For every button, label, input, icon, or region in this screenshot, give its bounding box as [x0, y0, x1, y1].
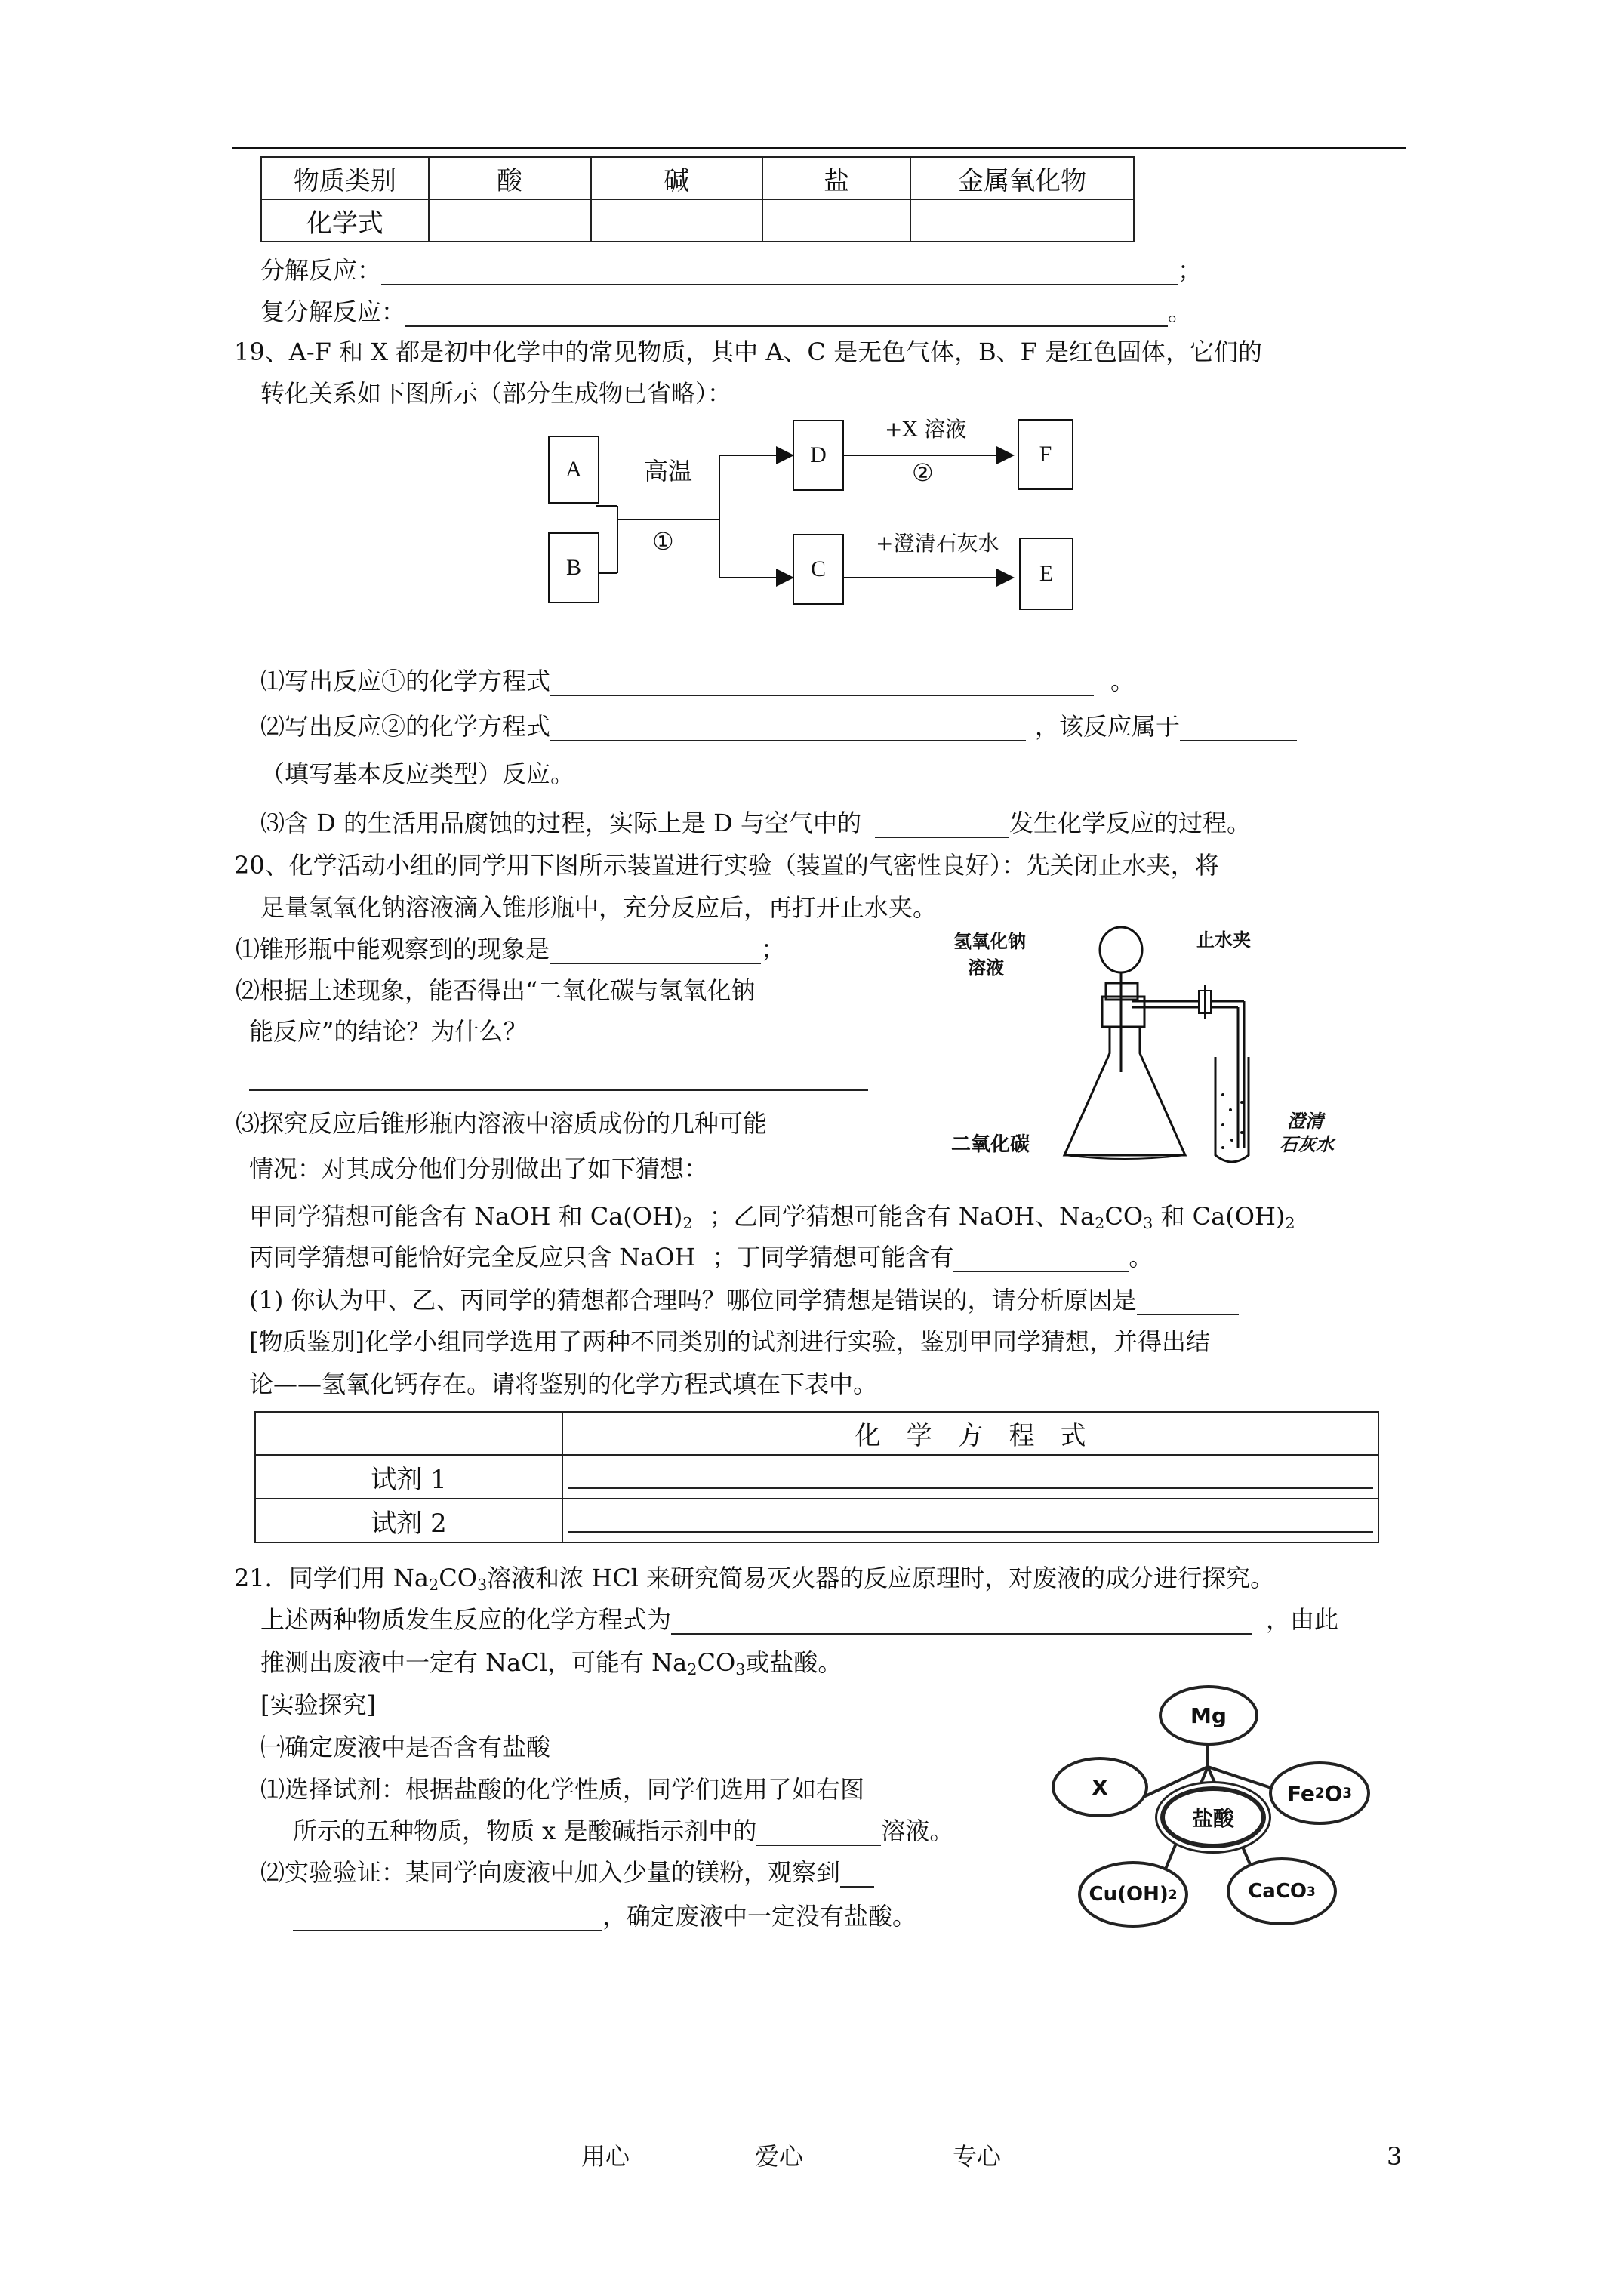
reaction-type-blank[interactable] — [1180, 717, 1297, 741]
limewater-label-1: 澄清 — [1287, 1111, 1323, 1132]
punct: 。 — [1168, 297, 1193, 326]
naoh-label: 氢氧化钠 — [953, 931, 1026, 952]
identification-2: 论——氢氧化钙存在。请将鉴别的化学方程式填在下表中。 — [249, 1370, 878, 1398]
q20-intro-2: 足量氢氧化钠溶液滴入锥形瓶中，充分反应后，再打开止水夹。 — [260, 893, 938, 922]
q21-line-2 — [260, 1604, 1338, 1635]
q21-indicator-end: 溶液。 — [881, 1817, 954, 1845]
q20-question-1-text: (1) 你认为甲、乙、丙同学的猜想都合理吗？哪位同学猜想是错误的，请分析原因是 — [249, 1286, 1137, 1314]
node-b: B — [548, 532, 599, 603]
q21-infer: 推测出废液中一定有 NaCl，可能有 Na — [260, 1648, 688, 1677]
table-cell[interactable] — [762, 199, 910, 242]
table-cell[interactable] — [429, 199, 591, 242]
q19-part-3-text: ⑶含 D 的生活用品腐蚀的过程，实际上是 D 与空气中的 — [260, 809, 862, 837]
table-row-label: 化学式 — [261, 199, 429, 242]
punct: 。 — [1129, 1243, 1153, 1271]
q21-line-1: 21．同学们用 $Na_2CO_3$溶液和浓 HCl 来研究简易灭火器的反应原理时，对废液的成分进行探究。 — [234, 1564, 1275, 1595]
q20-s2a: ⑵根据上述现象，能否得出“二氧化碳与氢氧化钠 — [236, 976, 756, 1005]
guess-line-1: 甲同学猜想可能含有 NaOH 和 $Ca(OH)_2$ ；乙同学猜想可能含有 NaOH、$Na_2CO_3$ 和 $Ca(OH)_2$ — [249, 1202, 1295, 1233]
air-component-blank[interactable] — [875, 814, 1009, 838]
reagent-2-equation[interactable] — [562, 1499, 1378, 1542]
limewater-label: +澄清石灰水 — [876, 531, 999, 556]
q19-part-1 — [260, 666, 1135, 696]
mg-node: Mg — [1159, 1685, 1258, 1746]
q19-part-2-mid: ，该反应属于 — [1035, 712, 1181, 741]
limewater-label-2: 石灰水 — [1280, 1134, 1334, 1155]
reaction-1-mark: ① — [652, 527, 674, 556]
q19-part-1-text: ⑴写出反应①的化学方程式 — [260, 667, 551, 695]
guess-bing: 丙同学猜想可能恰好完全反应只含 NaOH — [249, 1243, 696, 1271]
q19-intro-2: 转化关系如下图所示（部分生成物已省略）： — [260, 379, 732, 408]
q21-select-reagents: ⑴选择试剂：根据盐酸的化学性质，同学们选用了如右图 — [260, 1775, 865, 1804]
q20-s3b: 情况：对其成分他们分别做出了如下猜想： — [249, 1154, 709, 1183]
double-decomposition-label: 复分解反应： — [260, 297, 406, 326]
equation-2-blank[interactable] — [550, 717, 1026, 741]
q20-s3: ⑶探究反应后锥形瓶内溶液中溶质成份的几种可能 — [236, 1109, 768, 1138]
caco3-text: CaCO — [1248, 1880, 1307, 1903]
x-node: X — [1052, 1757, 1148, 1817]
q19-part-2 — [260, 711, 1297, 741]
solution-label: 溶液 — [968, 957, 1004, 978]
caco3-node: CaCO 3 — [1227, 1857, 1337, 1925]
q21-equation-text: 上述两种物质发生反应的化学方程式为 — [260, 1605, 672, 1634]
q19-part-3 — [260, 808, 1251, 838]
q21-experiment-heading: [实验探究] — [260, 1690, 376, 1719]
q21-verify-line — [260, 1857, 874, 1888]
q19-intro-1: 19、A-F 和 X 都是初中化学中的常见物质，其中 A、C 是无色气体，B、F 是红色固体，它们的 — [234, 337, 1262, 366]
q21-infer-co: CO — [697, 1648, 736, 1677]
cuoh2-text: Cu(OH) — [1089, 1883, 1169, 1906]
footer-1: 用心 — [581, 2142, 630, 2171]
table-cell[interactable] — [591, 199, 763, 242]
fe2o3-o: O — [1324, 1780, 1343, 1806]
q21-line-2-end: ，由此 — [1266, 1605, 1339, 1634]
co2-label: 二氧化碳 — [951, 1133, 1030, 1156]
q19-part-3-end: 发生化学反应的过程。 — [1009, 809, 1252, 837]
punct: 。 — [1110, 667, 1135, 695]
guess-line-2 — [249, 1242, 1153, 1272]
double-decomposition-blank[interactable] — [405, 303, 1168, 327]
reagent-1-label: 试剂 1 — [255, 1455, 562, 1499]
reason-analysis-blank[interactable] — [1137, 1291, 1239, 1315]
guess-yi: ；乙同学猜想可能含有 NaOH、Na — [709, 1202, 1095, 1231]
reagent-1-equation[interactable] — [562, 1455, 1378, 1499]
q21-infer-rest: 或盐酸。 — [745, 1648, 842, 1677]
q21-indicator-line — [293, 1816, 953, 1846]
decomposition-blank[interactable] — [381, 261, 1178, 285]
node-d: D — [793, 420, 844, 491]
fe2o3-fe: Fe — [1286, 1780, 1315, 1806]
table-header-cell: 酸 — [429, 157, 591, 199]
q21-conclusion: ，确定废液中一定没有盐酸。 — [602, 1902, 917, 1931]
clamp-label: 止水夹 — [1196, 929, 1251, 951]
q20-intro-1: 20、化学活动小组的同学用下图所示装置进行实验（装置的气密性良好）：先关闭止水夹，将 — [234, 851, 1219, 880]
indicator-blank[interactable] — [756, 1822, 881, 1846]
hcl-center-node: 盐酸 — [1160, 1786, 1266, 1848]
q19-part-2b: （填写基本反应类型）反应。 — [260, 760, 575, 788]
punct: ； — [761, 935, 786, 963]
double-decomposition-line — [260, 297, 1192, 327]
q20-s2b: 能反应”的结论？为什么？ — [249, 1017, 528, 1046]
decomposition-line — [260, 255, 1202, 285]
guess-jia: 甲同学猜想可能含有 NaOH 和 Ca(OH) — [249, 1202, 683, 1231]
q21-verify-line-2 — [293, 1901, 916, 1931]
node-f: F — [1018, 419, 1073, 490]
punct: ； — [1178, 256, 1203, 285]
q21-verify-text: ⑵实验验证：某同学向废液中加入少量的镁粉，观察到 — [260, 1858, 841, 1887]
substance-category-table — [260, 156, 1135, 242]
node-e: E — [1019, 538, 1073, 610]
table-header-cell: 金属氧化物 — [910, 157, 1134, 199]
header-rule — [232, 147, 1406, 149]
table-header-cell: 碱 — [591, 157, 763, 199]
cuoh2-node: Cu(OH) 2 — [1078, 1861, 1188, 1928]
q19-part-2-text: ⑵写出反应②的化学方程式 — [260, 712, 551, 741]
decomposition-label: 分解反应： — [260, 256, 382, 285]
q20-question-1 — [249, 1285, 1239, 1315]
reagent-2-label: 试剂 2 — [255, 1499, 562, 1542]
x-solution-label: +X 溶液 — [885, 417, 967, 442]
phenomenon-blank[interactable] — [550, 940, 761, 964]
guess-ding-blank[interactable] — [953, 1248, 1129, 1272]
table-header-cell: 物质类别 — [261, 157, 429, 199]
q21-line-3: 推测出废液中一定有 NaCl，可能有 $Na_2CO_3$或盐酸。 — [260, 1648, 842, 1679]
q21-co: CO — [439, 1564, 477, 1592]
q21-intro-rest: 溶液和浓 HCl 来研究简易灭火器的反应原理时，对废液的成分进行探究。 — [487, 1564, 1275, 1592]
condition-high-temp: 高温 — [644, 457, 693, 485]
node-a: A — [548, 436, 599, 504]
table-corner — [255, 1412, 562, 1455]
guess-yi-caoh: 和 Ca(OH) — [1153, 1202, 1286, 1231]
q20-s1 — [236, 934, 785, 964]
node-c: C — [793, 534, 844, 605]
table-header-cell: 盐 — [762, 157, 910, 199]
fe2o3-node: Fe 2 O 3 — [1269, 1761, 1370, 1825]
observation-blank-a[interactable] — [840, 1863, 874, 1888]
q20-s1-text: ⑴锥形瓶中能观察到的现象是 — [236, 935, 550, 963]
equation-header: 化 学 方 程 式 — [562, 1412, 1378, 1455]
guess-ding: ；丁同学猜想可能含有 — [712, 1243, 954, 1271]
observation-blank-b[interactable] — [293, 1907, 602, 1931]
q21-indicator-text: 所示的五种物质，物质 x 是酸碱指示剂中的 — [293, 1817, 757, 1845]
footer-3: 专心 — [953, 2142, 1002, 2171]
q21-intro: 21．同学们用 Na — [234, 1564, 429, 1592]
reagent-equation-table — [254, 1411, 1379, 1543]
reason-blank[interactable] — [249, 1089, 868, 1091]
q21-equation-blank[interactable] — [671, 1610, 1252, 1635]
identification-1: [物质鉴别]化学小组同学选用了两种不同类别的试剂进行实验，鉴别甲同学猜想，并得出结 — [249, 1327, 1210, 1356]
equation-1-blank[interactable] — [550, 672, 1094, 696]
reaction-2-mark: ② — [912, 458, 934, 487]
table-cell[interactable] — [910, 199, 1134, 242]
guess-yi-co: CO — [1104, 1202, 1144, 1231]
q21-step-heading: ㈠确定废液中是否含有盐酸 — [260, 1733, 551, 1761]
page-number: 3 — [1387, 2142, 1403, 2171]
footer-2: 爱心 — [755, 2142, 804, 2171]
